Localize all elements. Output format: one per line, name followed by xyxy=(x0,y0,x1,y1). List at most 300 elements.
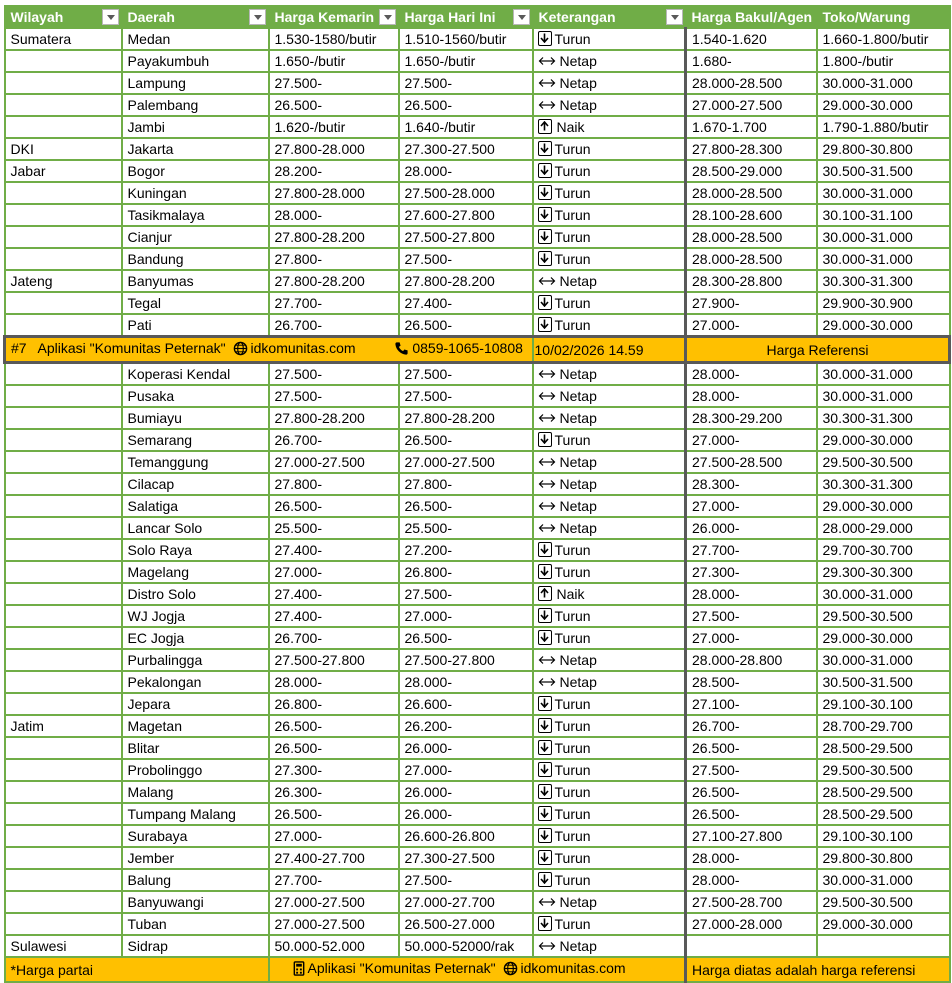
cell-harga-kemarin[interactable]: 27.800-28.200 xyxy=(269,407,399,429)
cell-toko-warung[interactable]: 29.000-30.000 xyxy=(817,627,950,649)
cell-harga-bakul[interactable]: 1.680- xyxy=(686,50,817,72)
cell-harga-hari-ini[interactable]: 27.000-27.500 xyxy=(399,451,533,473)
cell-keterangan[interactable] xyxy=(533,495,686,517)
cell-daerah[interactable]: Temanggung xyxy=(122,451,269,473)
cell-wilayah[interactable] xyxy=(5,561,122,583)
cell-harga-bakul[interactable]: 28.000- xyxy=(686,583,817,605)
filter-dropdown-icon[interactable] xyxy=(379,9,396,25)
cell-harga-hari-ini[interactable]: 26.500- xyxy=(399,495,533,517)
cell-harga-bakul[interactable]: 27.500-28.500 xyxy=(686,451,817,473)
cell-keterangan[interactable] xyxy=(533,160,686,182)
cell-toko-warung[interactable]: 28.500-29.500 xyxy=(817,737,950,759)
cell-keterangan[interactable] xyxy=(533,605,686,627)
cell-harga-hari-ini[interactable]: 27.000- xyxy=(399,605,533,627)
cell-harga-hari-ini[interactable]: 27.500- xyxy=(399,583,533,605)
cell-wilayah[interactable] xyxy=(5,50,122,72)
cell-keterangan[interactable] xyxy=(533,803,686,825)
cell-toko-warung[interactable]: 29.000-30.000 xyxy=(817,94,950,116)
header-keterangan: Keterangan xyxy=(533,6,686,28)
filter-dropdown-icon[interactable] xyxy=(249,9,266,25)
cell-harga-bakul[interactable]: 28.000- xyxy=(686,385,817,407)
cell-keterangan[interactable] xyxy=(533,627,686,649)
cell-harga-bakul[interactable]: 1.540-1.620 xyxy=(686,28,817,50)
cell-harga-hari-ini[interactable]: 27.500-27.800 xyxy=(399,649,533,671)
cell-toko-warung[interactable]: 30.000-31.000 xyxy=(817,226,950,248)
cell-daerah[interactable]: Jember xyxy=(122,847,269,869)
cell-harga-hari-ini[interactable]: 26.600- xyxy=(399,693,533,715)
cell-harga-hari-ini[interactable]: 27.800- xyxy=(399,473,533,495)
cell-toko-warung[interactable]: 30.000-31.000 xyxy=(817,248,950,270)
cell-toko-warung[interactable]: 29.500-30.500 xyxy=(817,759,950,781)
cell-wilayah[interactable] xyxy=(5,116,122,138)
cell-keterangan[interactable] xyxy=(533,781,686,803)
cell-keterangan[interactable] xyxy=(533,270,686,292)
cell-keterangan[interactable] xyxy=(533,407,686,429)
cell-toko-warung[interactable]: 30.000-31.000 xyxy=(817,385,950,407)
cell-toko-warung[interactable]: 29.900-30.900 xyxy=(817,292,950,314)
cell-keterangan[interactable] xyxy=(533,72,686,94)
cell-toko-warung[interactable]: 29.000-30.000 xyxy=(817,913,950,935)
cell-wilayah[interactable] xyxy=(5,314,122,337)
cell-wilayah[interactable] xyxy=(5,473,122,495)
cell-wilayah[interactable] xyxy=(5,671,122,693)
cell-harga-hari-ini[interactable]: 27.200- xyxy=(399,539,533,561)
cell-harga-kemarin[interactable]: 27.800-28.000 xyxy=(269,138,399,160)
cell-harga-bakul[interactable]: 28.500-29.000 xyxy=(686,160,817,182)
cell-toko-warung[interactable]: 30.300-31.300 xyxy=(817,407,950,429)
cell-harga-kemarin[interactable]: 27.500-27.800 xyxy=(269,649,399,671)
cell-harga-hari-ini[interactable]: 1.510-1560/butir xyxy=(399,28,533,50)
cell-wilayah[interactable] xyxy=(5,759,122,781)
cell-toko-warung[interactable]: 30.300-31.300 xyxy=(817,473,950,495)
cell-wilayah[interactable] xyxy=(5,517,122,539)
cell-harga-kemarin[interactable]: 27.400- xyxy=(269,539,399,561)
cell-daerah[interactable]: Banyumas xyxy=(122,270,269,292)
cell-daerah[interactable]: Pekalongan xyxy=(122,671,269,693)
cell-keterangan[interactable] xyxy=(533,517,686,539)
cell-wilayah[interactable] xyxy=(5,429,122,451)
cell-wilayah[interactable]: Sumatera xyxy=(5,28,122,50)
cell-harga-kemarin[interactable]: 27.700- xyxy=(269,292,399,314)
cell-daerah[interactable]: Lancar Solo xyxy=(122,517,269,539)
cell-harga-hari-ini[interactable]: 27.500-27.800 xyxy=(399,226,533,248)
cell-harga-bakul[interactable]: 27.300- xyxy=(686,561,817,583)
cell-daerah[interactable]: Surabaya xyxy=(122,825,269,847)
cell-daerah[interactable]: Medan xyxy=(122,28,269,50)
cell-harga-kemarin[interactable]: 27.800-28.200 xyxy=(269,226,399,248)
cell-harga-hari-ini[interactable]: 1.640-/butir xyxy=(399,116,533,138)
cell-toko-warung[interactable]: 29.800-30.800 xyxy=(817,138,950,160)
cell-harga-kemarin[interactable]: 28.000- xyxy=(269,671,399,693)
cell-daerah[interactable]: Tuban xyxy=(122,913,269,935)
cell-harga-kemarin[interactable]: 27.500- xyxy=(269,72,399,94)
cell-harga-kemarin[interactable]: 27.000-27.500 xyxy=(269,451,399,473)
cell-harga-bakul[interactable]: 27.500- xyxy=(686,605,817,627)
cell-harga-bakul[interactable]: 28.000-28.800 xyxy=(686,649,817,671)
cell-harga-hari-ini[interactable]: 26.800- xyxy=(399,561,533,583)
cell-wilayah[interactable] xyxy=(5,204,122,226)
cell-harga-bakul[interactable]: 28.300-29.200 xyxy=(686,407,817,429)
cell-harga-hari-ini[interactable]: 26.000- xyxy=(399,781,533,803)
filter-dropdown-icon[interactable] xyxy=(513,9,530,25)
cell-daerah[interactable]: WJ Jogja xyxy=(122,605,269,627)
cell-daerah[interactable]: Purbalingga xyxy=(122,649,269,671)
cell-harga-hari-ini[interactable]: 27.500- xyxy=(399,385,533,407)
cell-harga-hari-ini[interactable]: 26.000- xyxy=(399,803,533,825)
cell-keterangan[interactable] xyxy=(533,451,686,473)
cell-keterangan[interactable] xyxy=(533,561,686,583)
cell-daerah[interactable]: Jepara xyxy=(122,693,269,715)
cell-harga-bakul[interactable]: 27.900- xyxy=(686,292,817,314)
cell-toko-warung[interactable]: 28.000-29.000 xyxy=(817,517,950,539)
cell-toko-warung[interactable]: 1.790-1.880/butir xyxy=(817,116,950,138)
cell-harga-kemarin[interactable]: 26.500- xyxy=(269,94,399,116)
cell-harga-hari-ini[interactable]: 26.500- xyxy=(399,314,533,337)
cell-harga-kemarin[interactable]: 27.500- xyxy=(269,363,399,386)
cell-daerah[interactable]: Lampung xyxy=(122,72,269,94)
cell-harga-hari-ini[interactable]: 27.500- xyxy=(399,869,533,891)
cell-harga-kemarin[interactable]: 27.400-27.700 xyxy=(269,847,399,869)
cell-wilayah[interactable]: Jateng xyxy=(5,270,122,292)
cell-keterangan[interactable] xyxy=(533,182,686,204)
cell-daerah[interactable]: Cianjur xyxy=(122,226,269,248)
cell-harga-hari-ini[interactable]: 28.000- xyxy=(399,160,533,182)
cell-keterangan[interactable] xyxy=(533,94,686,116)
cell-toko-warung[interactable]: 1.660-1.800/butir xyxy=(817,28,950,50)
cell-toko-warung[interactable]: 30.000-31.000 xyxy=(817,869,950,891)
cell-daerah[interactable]: Tumpang Malang xyxy=(122,803,269,825)
cell-harga-bakul[interactable]: 28.300-28.800 xyxy=(686,270,817,292)
cell-harga-kemarin[interactable]: 26.700- xyxy=(269,314,399,337)
cell-keterangan[interactable] xyxy=(533,737,686,759)
cell-wilayah[interactable] xyxy=(5,451,122,473)
cell-toko-warung[interactable]: 29.800-30.800 xyxy=(817,847,950,869)
cell-daerah[interactable]: Sidrap xyxy=(122,935,269,957)
cell-harga-kemarin[interactable]: 27.000-27.500 xyxy=(269,891,399,913)
cell-wilayah[interactable] xyxy=(5,385,122,407)
cell-keterangan[interactable] xyxy=(533,913,686,935)
cell-keterangan[interactable] xyxy=(533,473,686,495)
cell-harga-hari-ini[interactable]: 28.000- xyxy=(399,671,533,693)
cell-harga-bakul[interactable]: 28.000-28.500 xyxy=(686,248,817,270)
cell-harga-bakul[interactable]: 28.000-28.500 xyxy=(686,226,817,248)
cell-harga-bakul[interactable]: 27.100-27.800 xyxy=(686,825,817,847)
cell-harga-bakul[interactable]: 28.000-28.500 xyxy=(686,72,817,94)
cell-harga-bakul[interactable]: 27.500- xyxy=(686,759,817,781)
cell-wilayah[interactable] xyxy=(5,292,122,314)
cell-harga-kemarin[interactable]: 27.800-28.200 xyxy=(269,270,399,292)
cell-harga-bakul[interactable]: 27.100- xyxy=(686,693,817,715)
cell-wilayah[interactable] xyxy=(5,72,122,94)
cell-daerah[interactable]: Magetan xyxy=(122,715,269,737)
cell-keterangan[interactable] xyxy=(533,891,686,913)
cell-toko-warung[interactable]: 28.500-29.500 xyxy=(817,781,950,803)
cell-harga-hari-ini[interactable]: 26.500- xyxy=(399,94,533,116)
cell-toko-warung[interactable]: 29.500-30.500 xyxy=(817,891,950,913)
cell-harga-kemarin[interactable]: 26.800- xyxy=(269,693,399,715)
cell-harga-hari-ini[interactable]: 27.600-27.800 xyxy=(399,204,533,226)
cell-harga-bakul[interactable]: 27.000- xyxy=(686,314,817,337)
cell-wilayah[interactable] xyxy=(5,182,122,204)
cell-wilayah[interactable] xyxy=(5,583,122,605)
cell-daerah[interactable]: Pusaka xyxy=(122,385,269,407)
cell-harga-hari-ini[interactable]: 27.000- xyxy=(399,759,533,781)
cell-toko-warung[interactable]: 30.000-31.000 xyxy=(817,182,950,204)
cell-wilayah[interactable] xyxy=(5,803,122,825)
cell-wilayah[interactable]: Jabar xyxy=(5,160,122,182)
cell-harga-hari-ini[interactable]: 25.500- xyxy=(399,517,533,539)
cell-toko-warung[interactable]: 30.000-31.000 xyxy=(817,363,950,386)
cell-wilayah[interactable] xyxy=(5,649,122,671)
cell-toko-warung[interactable]: 28.700-29.700 xyxy=(817,715,950,737)
cell-harga-kemarin[interactable]: 27.400- xyxy=(269,583,399,605)
cell-harga-hari-ini[interactable]: 26.500- xyxy=(399,429,533,451)
cell-harga-bakul[interactable]: 27.700- xyxy=(686,539,817,561)
cell-daerah[interactable]: Bogor xyxy=(122,160,269,182)
cell-harga-hari-ini[interactable]: 26.000- xyxy=(399,737,533,759)
cell-harga-kemarin[interactable]: 27.000- xyxy=(269,561,399,583)
cell-daerah[interactable]: Bumiayu xyxy=(122,407,269,429)
cell-harga-hari-ini[interactable]: 27.800-28.200 xyxy=(399,407,533,429)
cell-keterangan[interactable] xyxy=(533,226,686,248)
cell-harga-hari-ini[interactable]: 27.300-27.500 xyxy=(399,138,533,160)
cell-harga-kemarin[interactable]: 26.300- xyxy=(269,781,399,803)
cell-wilayah[interactable] xyxy=(5,363,122,386)
cell-daerah[interactable]: Solo Raya xyxy=(122,539,269,561)
cell-harga-bakul[interactable]: 26.500- xyxy=(686,737,817,759)
cell-harga-bakul[interactable]: 27.000- xyxy=(686,495,817,517)
table-row xyxy=(5,583,950,605)
cell-wilayah[interactable] xyxy=(5,781,122,803)
cell-harga-kemarin[interactable]: 27.800- xyxy=(269,473,399,495)
cell-harga-kemarin[interactable]: 28.000- xyxy=(269,204,399,226)
cell-wilayah[interactable] xyxy=(5,737,122,759)
cell-keterangan[interactable] xyxy=(533,314,686,337)
cell-wilayah[interactable] xyxy=(5,693,122,715)
cell-toko-warung[interactable]: 30.100-31.100 xyxy=(817,204,950,226)
cell-toko-warung[interactable]: 30.500-31.500 xyxy=(817,671,950,693)
status-label: Turun xyxy=(554,185,591,201)
cell-harga-bakul[interactable]: 1.670-1.700 xyxy=(686,116,817,138)
cell-daerah[interactable]: Koperasi Kendal xyxy=(122,363,269,386)
cell-toko-warung[interactable]: 29.100-30.100 xyxy=(817,825,950,847)
filter-dropdown-icon[interactable] xyxy=(666,9,683,25)
cell-wilayah[interactable] xyxy=(5,825,122,847)
cell-harga-hari-ini[interactable]: 26.600-26.800 xyxy=(399,825,533,847)
cell-wilayah[interactable]: Jatim xyxy=(5,715,122,737)
cell-harga-kemarin[interactable]: 28.200- xyxy=(269,160,399,182)
footer-site[interactable]: idkomunitas.com xyxy=(520,960,626,976)
cell-harga-kemarin[interactable]: 1.650-/butir xyxy=(269,50,399,72)
cell-harga-kemarin[interactable]: 26.500- xyxy=(269,803,399,825)
cell-toko-warung[interactable]: 28.500-29.500 xyxy=(817,803,950,825)
cell-daerah[interactable]: EC Jogja xyxy=(122,627,269,649)
cell-harga-bakul[interactable]: 28.000- xyxy=(686,869,817,891)
cell-keterangan[interactable] xyxy=(533,715,686,737)
cell-harga-hari-ini[interactable]: 27.400- xyxy=(399,292,533,314)
cell-toko-warung[interactable]: 29.000-30.000 xyxy=(817,314,950,337)
cell-keterangan[interactable] xyxy=(533,385,686,407)
cell-wilayah[interactable] xyxy=(5,226,122,248)
cell-harga-hari-ini[interactable]: 27.500- xyxy=(399,248,533,270)
cell-keterangan[interactable] xyxy=(533,671,686,693)
cell-daerah[interactable]: Cilacap xyxy=(122,473,269,495)
cell-harga-hari-ini[interactable]: 27.500- xyxy=(399,72,533,94)
cell-daerah[interactable]: Payakumbuh xyxy=(122,50,269,72)
cell-keterangan[interactable] xyxy=(533,825,686,847)
cell-wilayah[interactable]: Sulawesi xyxy=(5,935,122,957)
cell-harga-kemarin[interactable]: 27.300- xyxy=(269,759,399,781)
cell-harga-kemarin[interactable]: 27.800- xyxy=(269,248,399,270)
cell-harga-hari-ini[interactable]: 26.500- xyxy=(399,627,533,649)
cell-harga-kemarin[interactable]: 26.500- xyxy=(269,715,399,737)
cell-wilayah[interactable] xyxy=(5,605,122,627)
cell-harga-bakul[interactable]: 27.000- xyxy=(686,627,817,649)
cell-harga-kemarin[interactable]: 27.000-27.500 xyxy=(269,913,399,935)
cell-keterangan[interactable] xyxy=(533,138,686,160)
cell-toko-warung[interactable]: 29.500-30.500 xyxy=(817,605,950,627)
cell-daerah[interactable]: Distro Solo xyxy=(122,583,269,605)
cell-harga-bakul[interactable] xyxy=(686,935,817,957)
cell-harga-kemarin[interactable]: 27.700- xyxy=(269,869,399,891)
status-label: Turun xyxy=(554,608,591,624)
cell-wilayah[interactable]: DKI xyxy=(5,138,122,160)
cell-toko-warung[interactable] xyxy=(817,935,950,957)
cell-keterangan[interactable] xyxy=(533,363,686,386)
cell-harga-hari-ini[interactable]: 27.000-27.700 xyxy=(399,891,533,913)
cell-keterangan[interactable] xyxy=(533,116,686,138)
filter-dropdown-icon[interactable] xyxy=(102,9,119,25)
cell-harga-bakul[interactable]: 28.500- xyxy=(686,671,817,693)
cell-harga-kemarin[interactable]: 27.500- xyxy=(269,385,399,407)
cell-wilayah[interactable] xyxy=(5,869,122,891)
cell-harga-bakul[interactable]: 27.500-28.700 xyxy=(686,891,817,913)
cell-harga-bakul[interactable]: 28.000-28.500 xyxy=(686,182,817,204)
cell-harga-bakul[interactable]: 26.500- xyxy=(686,803,817,825)
cell-toko-warung[interactable]: 1.800-/butir xyxy=(817,50,950,72)
cell-toko-warung[interactable]: 29.300-30.300 xyxy=(817,561,950,583)
cell-daerah[interactable]: Probolinggo xyxy=(122,759,269,781)
cell-keterangan[interactable] xyxy=(533,204,686,226)
cell-harga-hari-ini[interactable]: 26.200- xyxy=(399,715,533,737)
cell-toko-warung[interactable]: 29.100-30.100 xyxy=(817,693,950,715)
cell-daerah[interactable]: Kuningan xyxy=(122,182,269,204)
cell-wilayah[interactable] xyxy=(5,627,122,649)
cell-harga-bakul[interactable]: 28.300- xyxy=(686,473,817,495)
cell-wilayah[interactable] xyxy=(5,94,122,116)
cell-daerah[interactable]: Malang xyxy=(122,781,269,803)
cell-harga-hari-ini[interactable]: 27.500- xyxy=(399,363,533,386)
cell-daerah[interactable]: Bandung xyxy=(122,248,269,270)
cell-harga-kemarin[interactable]: 27.400- xyxy=(269,605,399,627)
cell-toko-warung[interactable]: 30.000-31.000 xyxy=(817,649,950,671)
cell-harga-bakul[interactable]: 26.700- xyxy=(686,715,817,737)
cell-harga-hari-ini[interactable]: 27.300-27.500 xyxy=(399,847,533,869)
cell-wilayah[interactable] xyxy=(5,407,122,429)
cell-harga-kemarin[interactable]: 1.620-/butir xyxy=(269,116,399,138)
cell-daerah[interactable]: Pati xyxy=(122,314,269,337)
banner-row xyxy=(5,337,950,363)
cell-keterangan[interactable] xyxy=(533,649,686,671)
cell-toko-warung[interactable]: 30.000-31.000 xyxy=(817,583,950,605)
cell-harga-kemarin[interactable]: 26.500- xyxy=(269,495,399,517)
cell-harga-bakul[interactable]: 26.500- xyxy=(686,781,817,803)
cell-harga-hari-ini[interactable]: 26.500-27.000 xyxy=(399,913,533,935)
cell-wilayah[interactable] xyxy=(5,913,122,935)
cell-toko-warung[interactable]: 29.000-30.000 xyxy=(817,495,950,517)
cell-toko-warung[interactable]: 30.000-31.000 xyxy=(817,72,950,94)
cell-harga-bakul[interactable]: 27.800-28.300 xyxy=(686,138,817,160)
cell-toko-warung[interactable]: 29.000-30.000 xyxy=(817,429,950,451)
cell-harga-kemarin[interactable]: 26.700- xyxy=(269,429,399,451)
cell-keterangan[interactable] xyxy=(533,539,686,561)
cell-keterangan[interactable] xyxy=(533,248,686,270)
cell-daerah[interactable]: Palembang xyxy=(122,94,269,116)
cell-daerah[interactable]: Tasikmalaya xyxy=(122,204,269,226)
cell-harga-kemarin[interactable]: 26.700- xyxy=(269,627,399,649)
cell-toko-warung[interactable]: 30.500-31.500 xyxy=(817,160,950,182)
cell-toko-warung[interactable]: 29.500-30.500 xyxy=(817,451,950,473)
cell-daerah[interactable]: Blitar xyxy=(122,737,269,759)
cell-harga-kemarin[interactable]: 25.500- xyxy=(269,517,399,539)
cell-daerah[interactable]: Magelang xyxy=(122,561,269,583)
cell-keterangan[interactable] xyxy=(533,935,686,957)
cell-harga-bakul[interactable]: 27.000- xyxy=(686,429,817,451)
cell-toko-warung[interactable]: 29.700-30.700 xyxy=(817,539,950,561)
cell-wilayah[interactable] xyxy=(5,891,122,913)
cell-harga-hari-ini[interactable]: 27.500-28.000 xyxy=(399,182,533,204)
cell-keterangan[interactable] xyxy=(533,759,686,781)
cell-daerah[interactable]: Balung xyxy=(122,869,269,891)
cell-harga-kemarin[interactable]: 50.000-52.000 xyxy=(269,935,399,957)
cell-wilayah[interactable] xyxy=(5,539,122,561)
cell-harga-hari-ini[interactable]: 1.650-/butir xyxy=(399,50,533,72)
cell-wilayah[interactable] xyxy=(5,847,122,869)
cell-daerah[interactable]: Banyuwangi xyxy=(122,891,269,913)
cell-harga-hari-ini[interactable]: 50.000-52000/rak xyxy=(399,935,533,957)
cell-keterangan[interactable] xyxy=(533,50,686,72)
cell-toko-warung[interactable]: 30.300-31.300 xyxy=(817,270,950,292)
cell-keterangan[interactable] xyxy=(533,292,686,314)
cell-daerah[interactable]: Semarang xyxy=(122,429,269,451)
cell-keterangan[interactable] xyxy=(533,693,686,715)
cell-harga-bakul[interactable]: 27.000-28.000 xyxy=(686,913,817,935)
table-row xyxy=(5,561,950,583)
cell-daerah[interactable]: Salatiga xyxy=(122,495,269,517)
cell-daerah[interactable]: Jakarta xyxy=(122,138,269,160)
cell-keterangan[interactable] xyxy=(533,583,686,605)
cell-harga-bakul[interactable]: 28.000- xyxy=(686,363,817,386)
cell-harga-hari-ini[interactable]: 27.800-28.200 xyxy=(399,270,533,292)
cell-keterangan[interactable] xyxy=(533,847,686,869)
cell-keterangan[interactable] xyxy=(533,28,686,50)
cell-harga-kemarin[interactable]: 1.530-1580/butir xyxy=(269,28,399,50)
cell-harga-bakul[interactable]: 26.000- xyxy=(686,517,817,539)
cell-daerah[interactable]: Jambi xyxy=(122,116,269,138)
cell-daerah[interactable]: Tegal xyxy=(122,292,269,314)
cell-harga-kemarin[interactable]: 26.500- xyxy=(269,737,399,759)
cell-wilayah[interactable] xyxy=(5,248,122,270)
cell-harga-bakul[interactable]: 28.100-28.600 xyxy=(686,204,817,226)
banner-site[interactable]: idkomunitas.com xyxy=(250,340,356,356)
cell-wilayah[interactable] xyxy=(5,495,122,517)
cell-keterangan[interactable] xyxy=(533,869,686,891)
cell-harga-kemarin[interactable]: 27.800-28.000 xyxy=(269,182,399,204)
cell-harga-bakul[interactable]: 27.000-27.500 xyxy=(686,94,817,116)
cell-harga-kemarin[interactable]: 27.000- xyxy=(269,825,399,847)
cell-harga-bakul[interactable]: 28.000- xyxy=(686,847,817,869)
cell-keterangan[interactable] xyxy=(533,429,686,451)
